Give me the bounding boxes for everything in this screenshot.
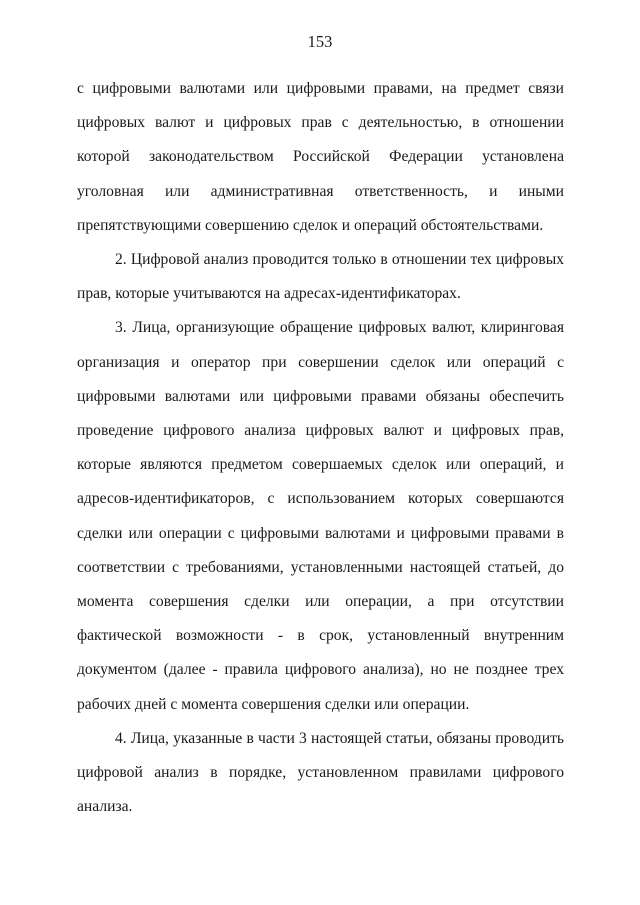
paragraph-continuation: с цифровыми валютами или цифровыми правами, на предмет связи цифровых валют и цифровых прав с деятельностью, в отношении которой законодательством Российской Федерации установлена уголовная или административная ответственность, и иными препятствующими совершению сделок и операций обстоятельствами. [77,80,564,234]
document-body [77,72,564,824]
paragraph-clause-2: 2. Цифровой анализ проводится только в отношении тех цифровых прав, которые учитываются на адресах-идентификаторах. [77,251,564,303]
page-number: 153 [307,32,333,51]
paragraph-clause-4: 4. Лица, указанные в части 3 настоящей статьи, обязаны проводить цифровой анализ в порядке, установленном правилами цифрового анализа. [77,729,564,816]
paragraph-clause-3: 3. Лица, организующие обращение цифровых валют, клиринговая организация и оператор при совершении сделок или операций с цифровыми валютами или цифровыми правами обязаны обеспечить проведение цифрового анализа цифровых валют и цифровых прав, которые являются предметом совершаемых сделок или операций, и адресов-идентификаторов, с использованием которых совершаются сделки или операции с цифровыми валютами и цифровыми правами в соответствии с требованиями, установленными настоящей статьей, до момента совершения сделки или операции, а при отсутствии фактической возможности - в срок, установленный внутренним документом (далее - правила цифрового анализа), но не позднее трех рабочих дней с момента совершения сделки или операции. [77,319,564,713]
